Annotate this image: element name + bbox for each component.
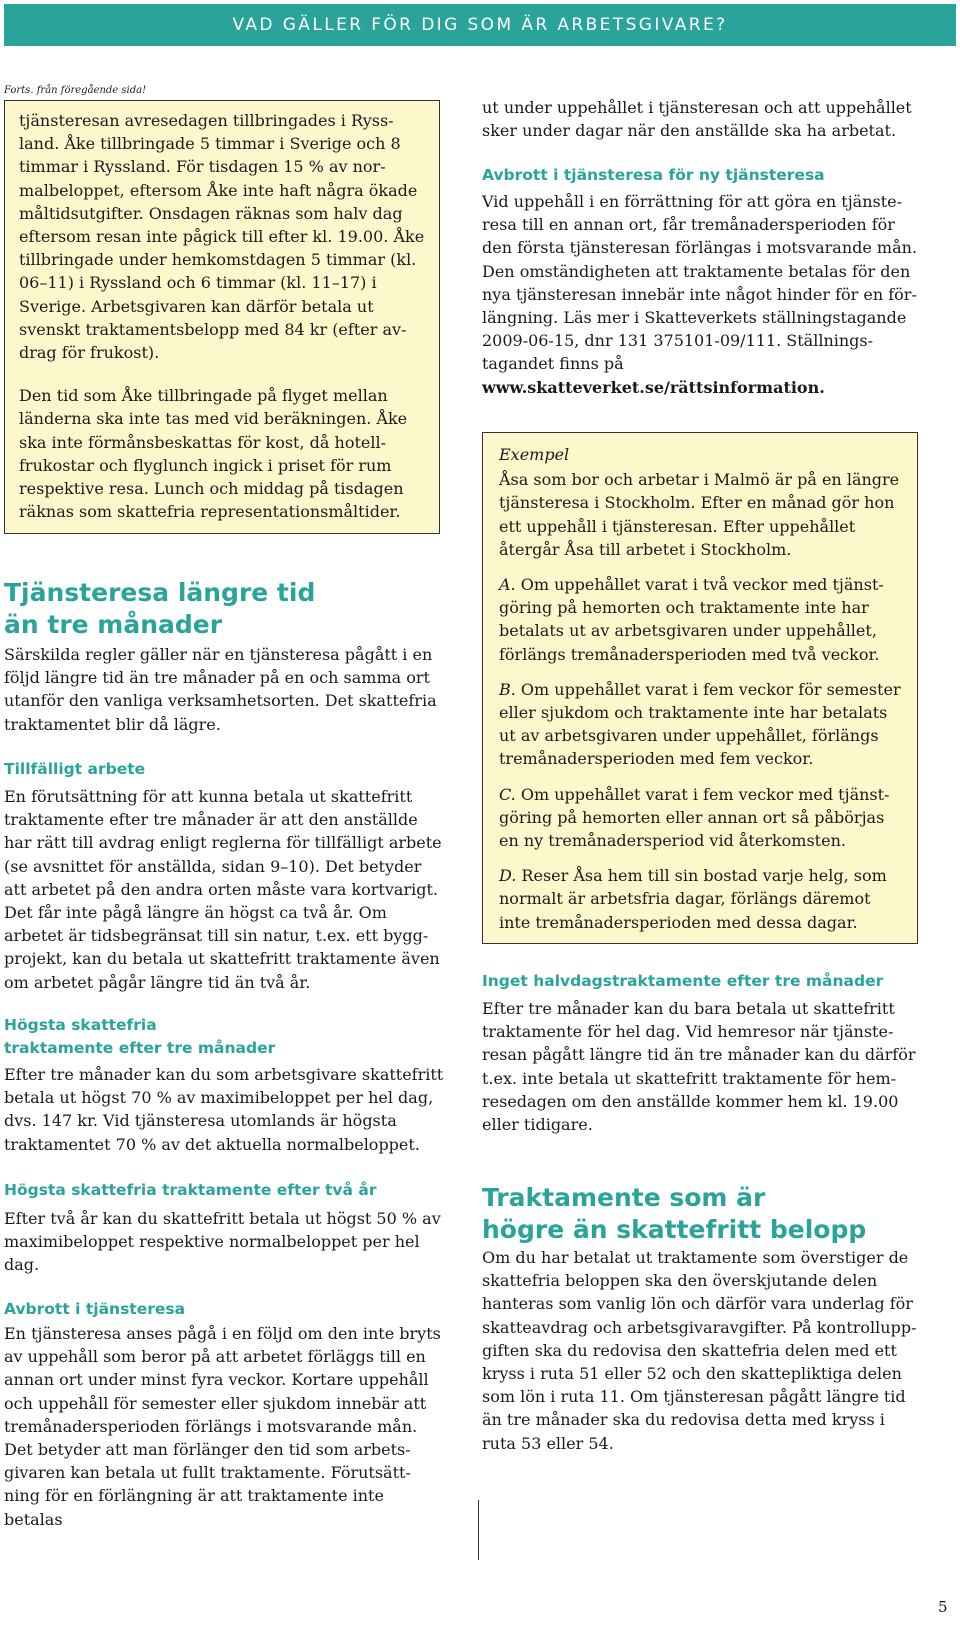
heading-higher-allowance: Traktamente som är högre än skattefritt belopp	[482, 1183, 867, 1244]
column-divider	[478, 1500, 479, 1560]
example-case-a: A. Om uppehållet varat i två veckor med tjänst-göring på hemorten och traktamente inte har betalats ut av arbetsgivaren under uppehållet, förlängs tremånadersperioden med två veckor.	[499, 575, 884, 664]
long-trip-body: Särskilda regler gäller när en tjänsteresa pågått i en följd längre tid än tre månader på en och samma ort utanför den vanliga verksamhetsorten. Det skattefria traktamentet blir då lägre.	[4, 645, 437, 734]
heading-max-two-years: Högsta skattefria traktamente efter två år	[4, 1181, 377, 1199]
example-case-c: C. Om uppehållet varat i fem veckor med tjänst-göring på hemorten eller annan ort så påbörjas en ny tremånadersperiod vid återkomsten.	[499, 784, 890, 851]
heading-long-trip: Tjänsteresa längre tid än tre månader	[4, 578, 316, 639]
example-continued-box	[4, 100, 440, 534]
example-box	[482, 432, 918, 944]
example-case-d: D. Reser Åsa hem till sin bostad varje helg, som normalt är arbetsfria dagar, förlängs däremot inte tremånadersperioden med dessa dagar.	[499, 866, 887, 932]
heading-max-three-months: Högsta skattefria traktamente efter tre månader	[4, 1016, 276, 1057]
example-paragraph-2: Den tid som Åke tillbringade på flyget mellan länderna ska inte tas med vid beräkningen. Åke ska inte förmånsbeskattas för kost, då hotell-frukostar och flyglunch ingick i priset för rum respektive resa. Lunch och middag på tisdagen räknas som skattefria representationsmåltider.	[19, 386, 408, 522]
temp-work-body: En förutsättning för att kunna betala ut skattefritt traktamente efter tre månader är att den anställde har rätt till avdrag enligt reglerna för tillfälligt arbete (se avsnittet för anställda, sidan 9–10). Det betyder att arbetet på den andra orten måste vara kortvarigt. Det får inte pågå längre än högst ca två år. Om arbetet är tidsbegränsat till sin natur, t.ex. ett bygg-projekt, kan du betala ut skattefritt traktamente även om arbetet pågår längre tid än två år.	[4, 787, 442, 992]
example-intro: Åsa som bor och arbetar i Malmö är på en längre tjänsteresa i Stockholm. Efter en månad gör hon ett uppehåll i tjänsteresan. Efter uppehållet återgår Åsa till arbetet i Stockholm.	[499, 470, 900, 559]
example-paragraph-1: tjänsteresan avresedagen tillbringades i Ryss-land. Åke tillbringade 5 timmar i Sverige och 8 timmar i Ryssland. För tisdagen 15 % av nor-malbeloppet, eftersom Åke inte haft några ökade måltidsutgifter. Onsdagen räknas som halv dag eftersom resan inte pågick till efter kl. 19.00. Åke tillbringade under hemkomstdagen 5 timmar (kl. 06–11) i Ryssland och 6 timmar (kl. 11–17) i Sverige. Arbetsgivaren kan därför betala ut svenskt traktamentsbelopp med 84 kr (efter av-drag för frukost).	[19, 111, 425, 363]
header-banner	[4, 4, 956, 46]
heading-no-half-day: Inget halvdagstraktamente efter tre månader	[482, 972, 884, 990]
right-top-body: ut under uppehållet i tjänsteresan och att uppehållet sker under dagar när den anställde ska ha arbetat.	[482, 98, 912, 141]
no-half-day-body: Efter tre månader kan du bara betala ut skattefritt traktamente för hel dag. Vid hemresor när tjänste-resan pågått längre tid än tre månader kan du därför t.ex. inte betala ut skattefritt traktamente för hem-resedagen om den anställde kommer hem kl. 19.00 eller tidigare.	[482, 999, 916, 1135]
max-three-body: Efter tre månader kan du som arbetsgivare skattefritt betala ut högst 70 % av maximibeloppet per hel dag, dvs. 147 kr. Vid tjänsteresa utomlands är högsta traktamentet 70 % av det aktuella normalbeloppet.	[4, 1065, 444, 1154]
new-trip-body: Vid uppehåll i en förrättning för att göra en tjänste-resa till en annan ort, får tremånadersperioden för den första tjänsteresan förlängas i motsvarande mån. Den omständigheten att traktamente betalas för den nya tjänsteresan innebär inte något hinder för en för-längning. Läs mer i Skatteverkets ställningstagande 2009-06-15, dnr 131 375101-09/111. Ställnings-tagandet finns på	[482, 192, 918, 374]
heading-interruption: Avbrott i tjänsteresa	[4, 1300, 186, 1318]
higher-allowance-body: Om du har betalat ut traktamente som överstiger de skattefria beloppen ska den överskjutande delen hanteras som vanlig lön och därför vara underlag för skatteavdrag och arbetsgivaravgifter. På kontrollupp-giften ska du redovisa den skattefria delen med ett kryss i ruta 51 eller 52 och den skattepliktiga delen som lön i ruta 11. Om tjänsteresan pågått längre tid än tre månader ska du redovisa detta med kryss i ruta 53 eller 54.	[482, 1248, 917, 1453]
heading-temp-work: Tillfälligt arbete	[4, 760, 146, 778]
rattsinformation-link[interactable]: www.skatteverket.se/rättsinformation.	[482, 377, 825, 397]
continued-note: Forts. från föregående sida!	[4, 85, 147, 96]
banner-title: VAD GÄLLER FÖR DIG SOM ÄR ARBETSGIVARE?	[232, 15, 728, 35]
page-number: 5	[938, 1598, 948, 1616]
max-two-body: Efter två år kan du skattefritt betala ut högst 50 % av maximibeloppet respektive normalbeloppet per hel dag.	[4, 1209, 441, 1275]
interruption-body: En tjänsteresa anses pågå i en följd om den inte bryts av uppehåll som beror på att arbetet förläggs till en annan ort under minst fyra veckor. Kortare uppehåll och uppehåll för semester eller sjukdom innebär att tremånadersperioden förlängs i motsvarande mån. Det betyder att man förlänger den tid som arbets-givaren kan betala ut fullt traktamente. Förutsätt-ning för en förlängning är att traktamente inte betalas	[4, 1324, 441, 1529]
example-label: Exempel	[499, 445, 570, 464]
heading-new-trip: Avbrott i tjänsteresa för ny tjänsteresa	[482, 166, 825, 184]
example-case-b: B. Om uppehållet varat i fem veckor för semester eller sjukdom och traktamente inte har betalats ut av arbetsgivaren under uppehållet, förlängs tremånadersperioden med fem veckor.	[499, 679, 901, 769]
